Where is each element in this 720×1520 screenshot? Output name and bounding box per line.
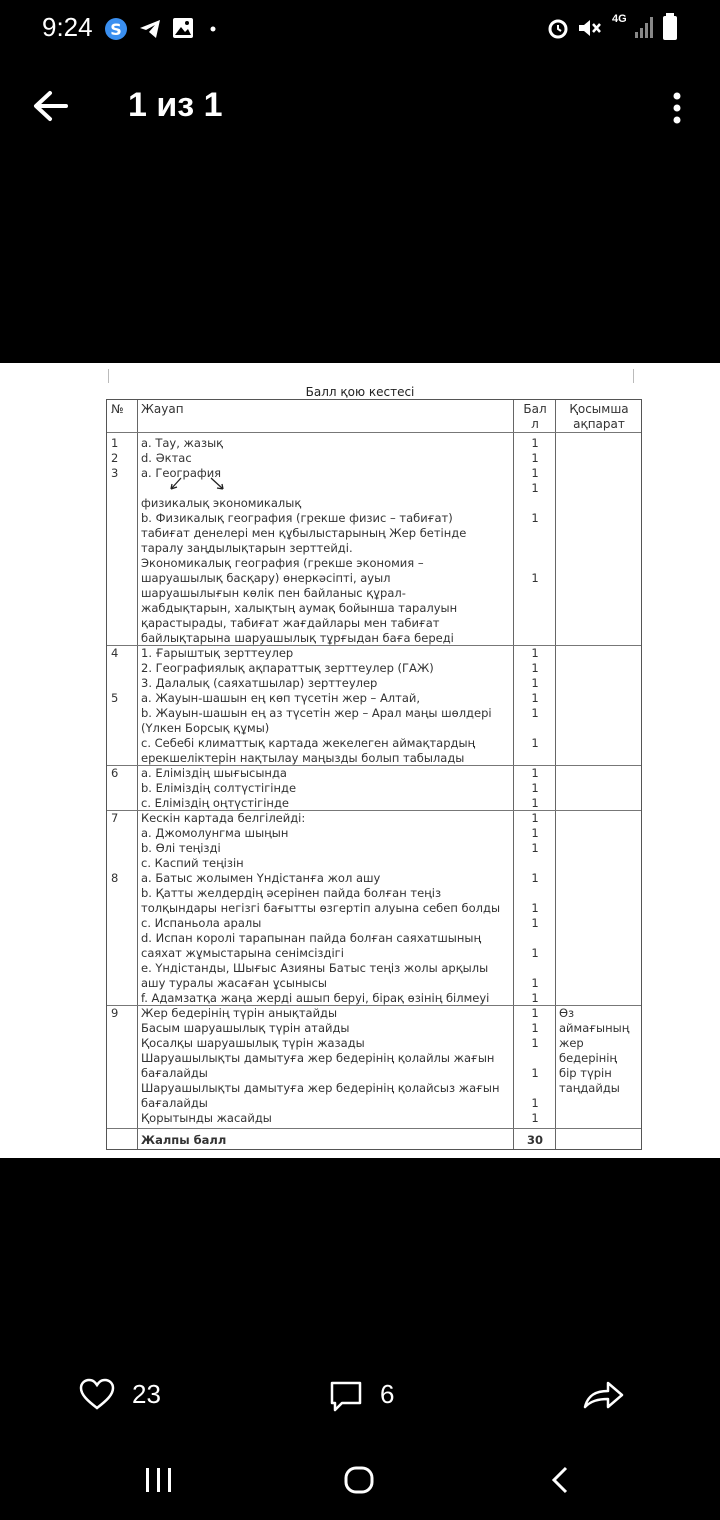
dot-icon (210, 26, 216, 32)
points-cell: 1 (531, 1066, 539, 1080)
more-menu-icon[interactable] (665, 88, 689, 128)
total-points: 30 (526, 1133, 543, 1147)
points-cell: 1 (531, 781, 539, 795)
points-cell: 1 (531, 451, 539, 465)
system-nav-bar (0, 1450, 720, 1510)
recent-apps-icon[interactable] (144, 1466, 174, 1494)
scan-mark-right (633, 369, 634, 383)
answer-line: Қосалқы шаруашылық түрін жазады (141, 1036, 365, 1050)
points-cell: 1 (531, 841, 539, 855)
back-arrow-icon[interactable] (30, 86, 70, 126)
table-caption: Балл қою кестесі (305, 385, 415, 399)
answer-line: a. Жауын-шашын ең көп түсетін жер – Алтай, (141, 691, 421, 705)
answer-line: Басым шаруашылық түрін атайды (141, 1021, 350, 1035)
skype-icon (103, 16, 129, 42)
header-points: Бал л (523, 402, 547, 431)
answer-line: бағалайды (141, 1066, 208, 1080)
answer-line: e. Үндістанды, Шығыс Азияны Батыс теңіз жолы арқылы (141, 961, 489, 975)
points-cell: 1 (531, 991, 539, 1005)
mute-icon (576, 16, 602, 40)
row-number: 9 (111, 1006, 119, 1020)
column-divider (513, 400, 514, 1149)
answer-line: d. Испан королі тарапынан пайда болған саяхатшының (141, 931, 482, 945)
scoring-table (106, 399, 642, 1150)
points-cell: 1 (531, 571, 539, 585)
answer-line: қарастырады, табиғат жағдайлары мен табиғат (141, 616, 440, 630)
points-cell: 1 (531, 436, 539, 450)
answer-line: b. Өлі теңізді (141, 841, 221, 855)
answer-line: c. Себебі климаттық картада жекелеген аймақтардың (141, 736, 476, 750)
answer-line: a. Еліміздің шығысында (141, 766, 287, 780)
answer-line: физикалық экономикалық (141, 496, 302, 510)
answer-line: 2. Географиялық ақпараттық зерттеулер (ГАЖ) (141, 661, 434, 675)
status-bar (0, 0, 720, 56)
signal-icon (634, 14, 656, 40)
points-cell: 1 (531, 466, 539, 480)
points-cell: 1 (531, 976, 539, 990)
answer-line: шаруашылығын көлік пен байланыс құрал- (141, 586, 406, 600)
scan-mark-left (108, 369, 109, 383)
points-cell: 1 (531, 871, 539, 885)
points-cell: 1 (531, 826, 539, 840)
network-type: 4G (612, 13, 627, 25)
points-cell: 1 (531, 946, 539, 960)
answer-line: Экономикалық география (грекше экономия – (141, 556, 424, 570)
column-divider (555, 400, 556, 1149)
points-cell: 1 (531, 811, 539, 825)
action-bar (0, 1365, 720, 1425)
header-answer: Жауап (141, 402, 184, 416)
answer-line: b. Физикалық география (грекше физис – табиғат) (141, 511, 453, 525)
row-number: 8 (111, 871, 119, 885)
points-cell: 1 (531, 1096, 539, 1110)
home-icon[interactable] (343, 1465, 375, 1495)
extra-info-line: аймағының (559, 1021, 630, 1035)
points-cell: 1 (531, 676, 539, 690)
answer-line: a. Батыс жолымен Үндістанға жол ашу (141, 871, 381, 885)
answer-line: Шаруашылықты дамытуға жер бедерінің қолайлы жағын (141, 1051, 495, 1065)
column-divider (137, 400, 138, 1149)
points-cell: 1 (531, 706, 539, 720)
row-divider (107, 432, 641, 433)
answer-line: 3. Далалық (саяхатшылар) зерттеулер (141, 676, 378, 690)
gallery-icon (172, 17, 194, 39)
points-cell: 1 (531, 1036, 539, 1050)
points-cell: 1 (531, 1006, 539, 1020)
header-num: № (111, 402, 124, 416)
row-number: 5 (111, 691, 119, 705)
comment-icon[interactable] (328, 1379, 364, 1413)
answer-line: Кескін картада белгілейді: (141, 811, 306, 825)
answer-line: b. Жауын-шашын ең аз түсетін жер – Арал маңы шөлдері (141, 706, 492, 720)
answer-line: d. Әктас (141, 451, 192, 465)
answer-line: a. География (141, 466, 222, 480)
answer-line: шаруашылық басқару) өнеркәсіпті, ауыл (141, 571, 391, 585)
answer-line: табиғат денелері мен құбылыстарының Жер бетінде (141, 526, 467, 540)
total-label: Жалпы балл (141, 1133, 227, 1147)
telegram-icon (138, 18, 162, 40)
points-cell: 1 (531, 901, 539, 915)
answer-line: бағалайды (141, 1096, 208, 1110)
answer-line: Жер бедерінің түрін анықтайды (141, 1006, 338, 1020)
answer-line: саяхат жұмыстарына сенімсіздігі (141, 946, 344, 960)
points-cell: 1 (531, 481, 539, 495)
row-number: 1 (111, 436, 119, 450)
row-number: 7 (111, 811, 119, 825)
back-nav-icon[interactable] (548, 1465, 572, 1495)
top-bar (0, 60, 720, 150)
points-cell: 1 (531, 511, 539, 525)
alarm-icon (546, 16, 570, 40)
svg-text:S: S (110, 20, 122, 39)
document-image[interactable] (0, 363, 720, 1158)
row-divider (107, 1128, 641, 1129)
answer-line: Шаруашылықты дамытуға жер бедерінің қолайсыз жағын (141, 1081, 500, 1095)
row-number: 3 (111, 466, 119, 480)
answer-line: жабдықтарын, халықтың аумақ бойынша таралуын (141, 601, 458, 615)
points-cell: 1 (531, 1111, 539, 1125)
like-heart-icon[interactable] (78, 1377, 116, 1411)
answer-line: (Үлкен Борсық құмы) (141, 721, 270, 735)
extra-info-line: жер (559, 1036, 584, 1050)
answer-line: байлықтарына шаруашылық тұрғыдан баға береді (141, 631, 454, 645)
row-number: 2 (111, 451, 119, 465)
extra-info-line: бір түрін (559, 1066, 612, 1080)
status-time: 9:24 (42, 12, 93, 42)
points-cell: 1 (531, 691, 539, 705)
answer-line: a. Джомолунгма шыңын (141, 826, 289, 840)
points-cell: 1 (531, 796, 539, 810)
points-cell: 1 (531, 646, 539, 660)
like-count: 23 (132, 1379, 161, 1409)
points-cell: 1 (531, 916, 539, 930)
points-cell: 1 (531, 766, 539, 780)
answer-line: толқындары негізгі бағытты өзгертіп алуына себеп болды (141, 901, 501, 915)
row-number: 4 (111, 646, 119, 660)
extra-info-line: бедерінің (559, 1051, 617, 1065)
battery-icon (662, 13, 678, 41)
answer-line: таралу заңдылықтарын зерттейді. (141, 541, 353, 555)
answer-line: c. Еліміздің оңтүстігінде (141, 796, 289, 810)
points-cell: 1 (531, 1021, 539, 1035)
answer-line: a. Тау, жазық (141, 436, 224, 450)
answer-line: ерекшеліктерін нақтылау маңызды болып табылады (141, 751, 465, 765)
answer-line: ашу туралы жасаған ұсынысы (141, 976, 327, 990)
answer-line: b. Еліміздің солтүстігінде (141, 781, 297, 795)
points-cell: 1 (531, 736, 539, 750)
answer-line: c. Каспий теңізін (141, 856, 244, 870)
page-counter: 1 из 1 (128, 86, 223, 124)
share-icon[interactable] (582, 1379, 626, 1413)
extra-info-line: Өз (559, 1006, 575, 1020)
answer-line: f. Адамзатқа жаңа жерді ашып беруі, бірақ өзінің білмеуі (141, 991, 490, 1005)
header-extra: Қосымша ақпарат (569, 402, 629, 431)
extra-info-line: таңдайды (559, 1081, 620, 1095)
comment-count: 6 (380, 1379, 395, 1409)
answer-line: c. Испаньола аралы (141, 916, 262, 930)
answer-line: b. Қатты желдердің әсерінен пайда болған теңіз (141, 886, 442, 900)
answer-line: 1. Ғарыштық зерттеулер (141, 646, 294, 660)
points-cell: 1 (531, 661, 539, 675)
row-number: 6 (111, 766, 119, 780)
answer-line: Қорытынды жасайды (141, 1111, 272, 1125)
